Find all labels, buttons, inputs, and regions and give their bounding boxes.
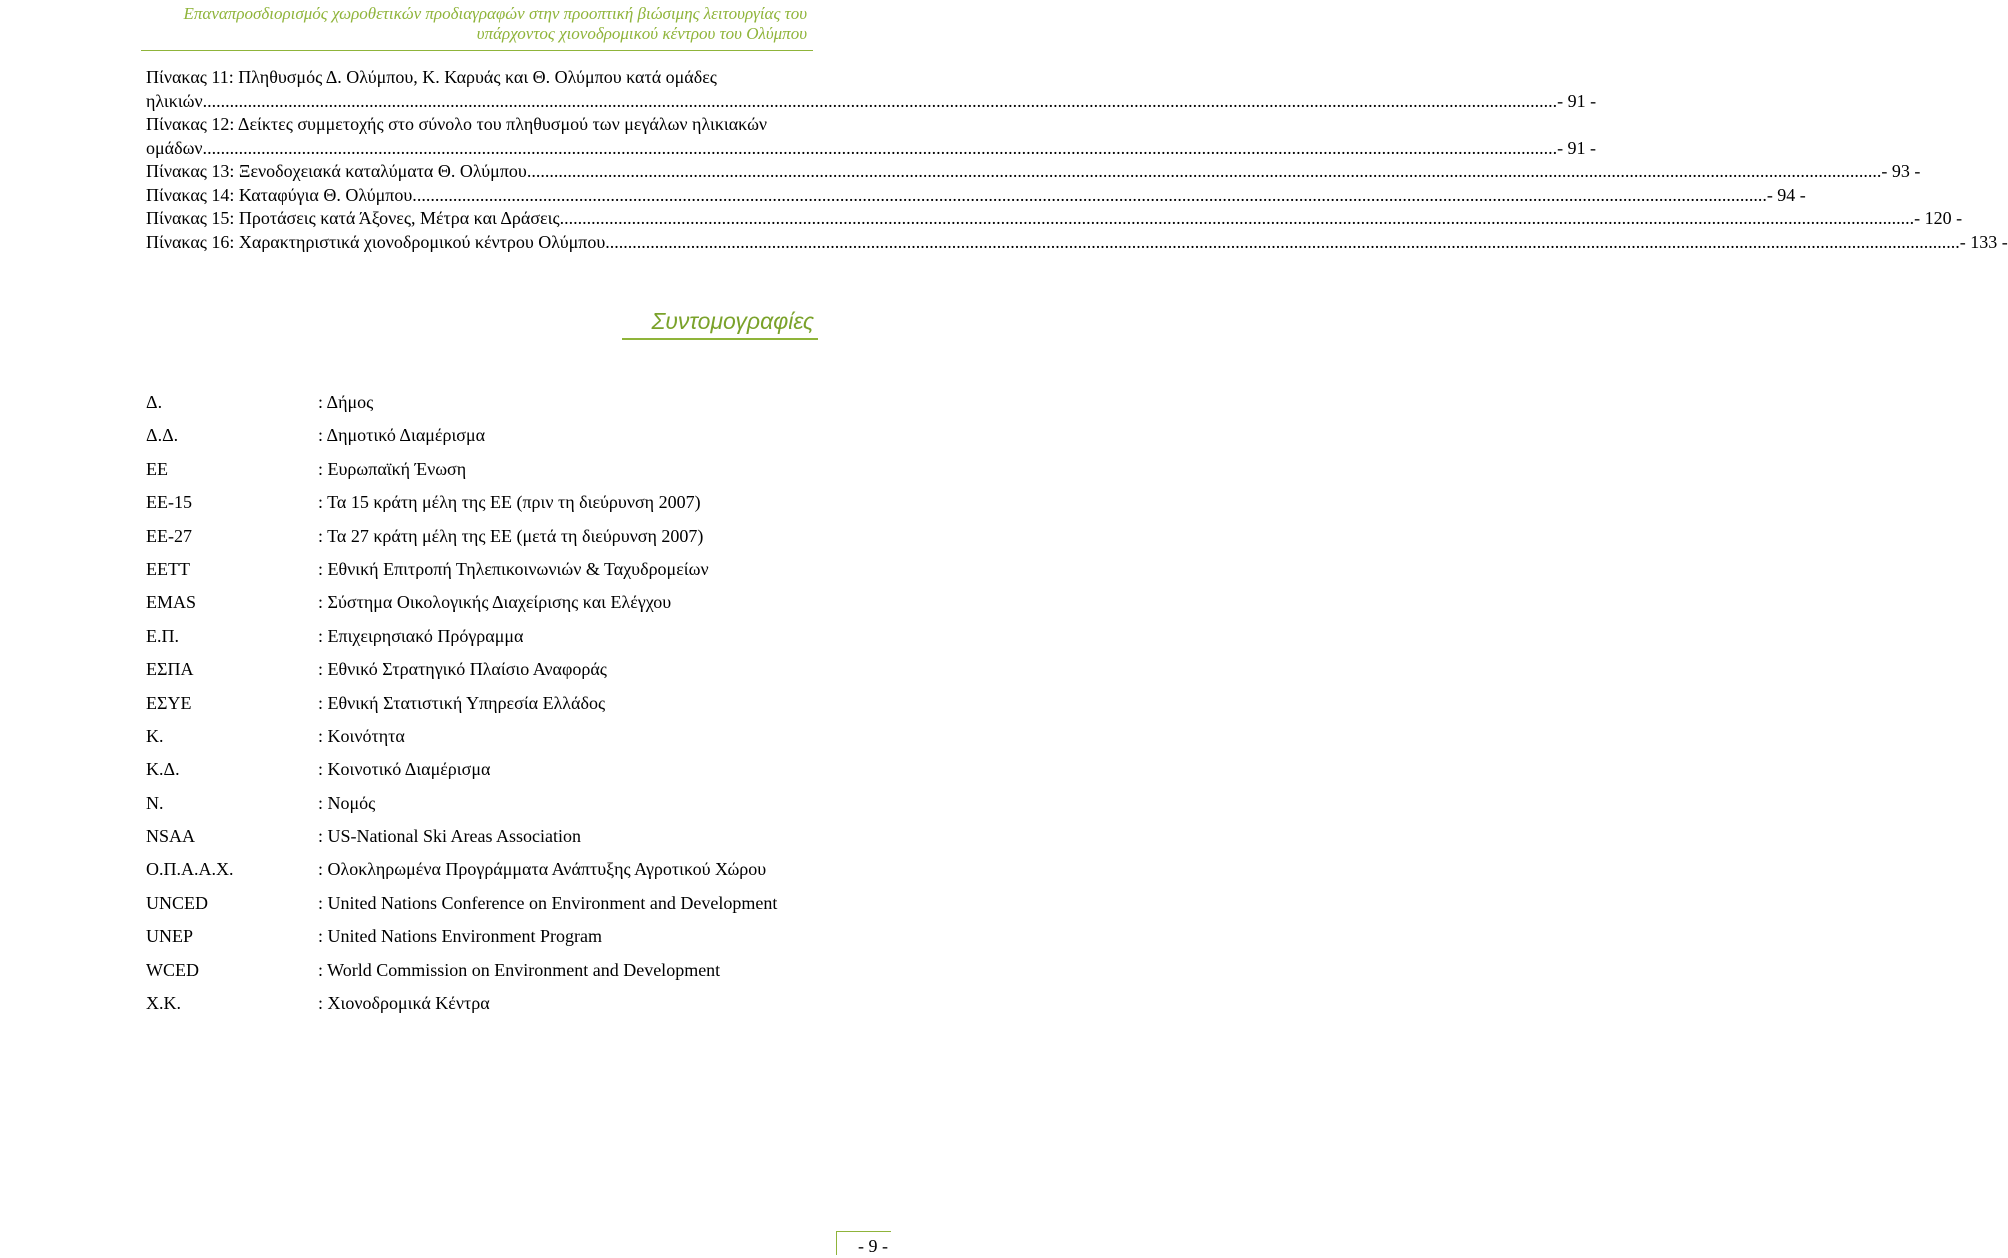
toc-leader-dots: ............................................................................................................................................................................................................................................................................................................	[416, 184, 1767, 205]
abbreviation-row	[146, 659, 826, 692]
abbreviation-row	[146, 559, 826, 592]
abbreviation-key: Χ.Κ.	[146, 993, 181, 1014]
abbreviation-row	[146, 793, 826, 826]
abbreviation-definition: : Σύστημα Οικολογικής Διαχείρισης και Ελέγχου	[318, 592, 672, 613]
toc-entry[interactable]	[146, 207, 1963, 231]
abbreviation-definition: : Εθνική Επιτροπή Τηλεπικοινωνιών & Ταχυδρομείων	[318, 558, 709, 579]
abbreviation-row	[146, 726, 826, 759]
toc-page-number: - 93 -	[1881, 161, 1921, 181]
abbreviation-key: ΕΕ-27	[146, 525, 192, 546]
abbreviation-key: NSAA	[146, 826, 196, 847]
toc-leader-dots: ............................................................................................................................................................................................................................................................................................................	[564, 208, 1915, 228]
abbreviation-key: ΕΕ-15	[146, 492, 192, 513]
page-number: - 9 -	[858, 1236, 888, 1256]
toc-leader-dots: ............................................................................................................................................................................................................................................................................................................	[207, 137, 1558, 158]
abbreviation-key: Ο.Π.Α.Α.Χ.	[146, 859, 234, 880]
abbreviation-row	[146, 592, 826, 625]
toc-entry-text: Πίνακας 11: Πληθυσμός Δ. Ολύμπου, Κ. Καρυάς και Θ. Ολύμπου κατά ομάδες	[146, 67, 717, 87]
abbreviation-row	[146, 392, 826, 425]
abbreviation-key: Κ.Δ.	[146, 759, 180, 780]
abbreviation-definition: : Ευρωπαϊκή Ένωση	[318, 458, 467, 479]
abbreviation-row	[146, 425, 826, 458]
header-divider	[141, 50, 813, 51]
abbreviation-definition: : Νομός	[318, 792, 376, 813]
header-title-line-1: Επαναπροσδιορισμός χωροθετικών προδιαγραφών στην προοπτική βιώσιμης λειτουργίας του	[183, 4, 807, 23]
toc-page-number: - 91 -	[1557, 90, 1597, 111]
abbreviation-row	[146, 759, 826, 792]
abbreviation-row	[146, 526, 826, 559]
section-heading-underline	[622, 338, 818, 340]
abbreviation-definition: : Ολοκληρωμένα Προγράμματα Ανάπτυξης Αγροτικού Χώρου	[318, 859, 767, 880]
toc-entry-text: Πίνακας 12: Δείκτες συμμετοχής στο σύνολο του πληθυσμού των μεγάλων ηλικιακών	[146, 114, 768, 134]
toc-entry[interactable]	[146, 184, 1806, 208]
abbreviation-definition: : Τα 27 κράτη μέλη της ΕΕ (μετά τη διεύρυνση 2007)	[318, 525, 704, 546]
toc-leader-dots: ............................................................................................................................................................................................................................................................................................................	[609, 231, 1960, 252]
abbreviation-row	[146, 626, 826, 659]
abbreviation-row	[146, 993, 826, 1026]
toc-leader-dots: ............................................................................................................................................................................................................................................................................................................	[207, 90, 1558, 111]
toc-page-number: - 94 -	[1766, 184, 1806, 205]
toc-page-number: - 120 -	[1914, 208, 1963, 228]
toc-entry[interactable]	[146, 137, 1597, 161]
abbreviation-row	[146, 926, 826, 959]
abbreviation-key: Κ.	[146, 725, 164, 746]
abbreviation-row	[146, 492, 826, 525]
abbreviation-definition: : Τα 15 κράτη μέλη της ΕΕ (πριν τη διεύρυνση 2007)	[318, 492, 701, 513]
toc-entry-text: ηλικιών.	[146, 90, 208, 111]
abbreviation-definition: : Εθνικό Στρατηγικό Πλαίσιο Αναφοράς	[318, 659, 607, 680]
abbreviation-row	[146, 693, 826, 726]
abbreviation-row	[146, 960, 826, 993]
toc-leader-dots: ............................................................................................................................................................................................................................................................................................................	[531, 161, 1882, 181]
abbreviation-key: UNEP	[146, 926, 194, 947]
section-heading: Συντομογραφίες	[651, 308, 814, 334]
toc-entry-text: Πίνακας 15: Προτάσεις κατά Άξονες, Μέτρα και Δράσεις.	[146, 208, 565, 228]
abbreviation-definition: : Δημοτικό Διαμέρισμα	[318, 425, 486, 446]
toc-entry-text: ομάδων.	[146, 137, 208, 158]
abbreviation-definition: : United Nations Conference on Environment and Development	[318, 892, 778, 913]
abbreviation-definition: : Επιχειρησιακό Πρόγραμμα	[318, 625, 524, 646]
abbreviation-key: Ε.Π.	[146, 625, 179, 646]
abbreviation-key: WCED	[146, 959, 199, 980]
abbreviation-key: Ν.	[146, 792, 164, 813]
abbreviation-key: UNCED	[146, 892, 208, 913]
abbreviation-key: EMAS	[146, 592, 197, 613]
abbreviation-definition: : Κοινότητα	[318, 725, 405, 746]
abbreviation-key: ΕΣΥΕ	[146, 692, 192, 713]
toc-page-number: - 133 -	[1959, 231, 2008, 252]
abbreviation-definition: : World Commission on Environment and Development	[318, 959, 721, 980]
toc-entry	[146, 66, 814, 90]
table-of-tables	[146, 66, 2008, 254]
toc-entry-text: Πίνακας 14: Καταφύγια Θ. Ολύμπου.	[146, 184, 417, 205]
toc-entry	[146, 113, 814, 137]
abbreviation-definition: : US-National Ski Areas Association	[318, 826, 581, 847]
abbreviation-definition: : United Nations Environment Program	[318, 926, 602, 947]
abbreviation-definition: : Δήμος	[318, 392, 374, 412]
toc-entry-text: Πίνακας 16: Χαρακτηριστικά χιονοδρομικού κέντρου Ολύμπου.	[146, 231, 610, 252]
abbreviation-key: ΕΕΤΤ	[146, 558, 190, 579]
abbreviation-key: Δ.	[146, 392, 163, 412]
toc-page-number: - 91 -	[1557, 137, 1597, 158]
abbreviation-key: ΕΕ	[146, 458, 168, 479]
header-title-line-2: υπάρχοντος χιονοδρομικού κέντρου του Ολύμπου	[476, 24, 807, 43]
toc-entry[interactable]	[146, 160, 1921, 184]
abbreviations-list	[146, 392, 826, 1026]
abbreviation-definition: : Εθνική Στατιστική Υπηρεσία Ελλάδος	[318, 692, 606, 713]
toc-entry[interactable]	[146, 90, 1597, 114]
abbreviation-key: Δ.Δ.	[146, 425, 179, 446]
toc-entry[interactable]	[146, 231, 2008, 255]
toc-entry-text: Πίνακας 13: Ξενοδοχειακά καταλύματα Θ. Ολύμπου.	[146, 161, 532, 181]
abbreviation-row	[146, 893, 826, 926]
abbreviation-row	[146, 826, 826, 859]
abbreviation-definition: : Χιονοδρομικά Κέντρα	[318, 993, 490, 1014]
abbreviation-row	[146, 859, 826, 892]
abbreviation-key: ΕΣΠΑ	[146, 659, 194, 680]
abbreviation-definition: : Κοινοτικό Διαμέρισμα	[318, 759, 491, 780]
abbreviation-row	[146, 459, 826, 492]
